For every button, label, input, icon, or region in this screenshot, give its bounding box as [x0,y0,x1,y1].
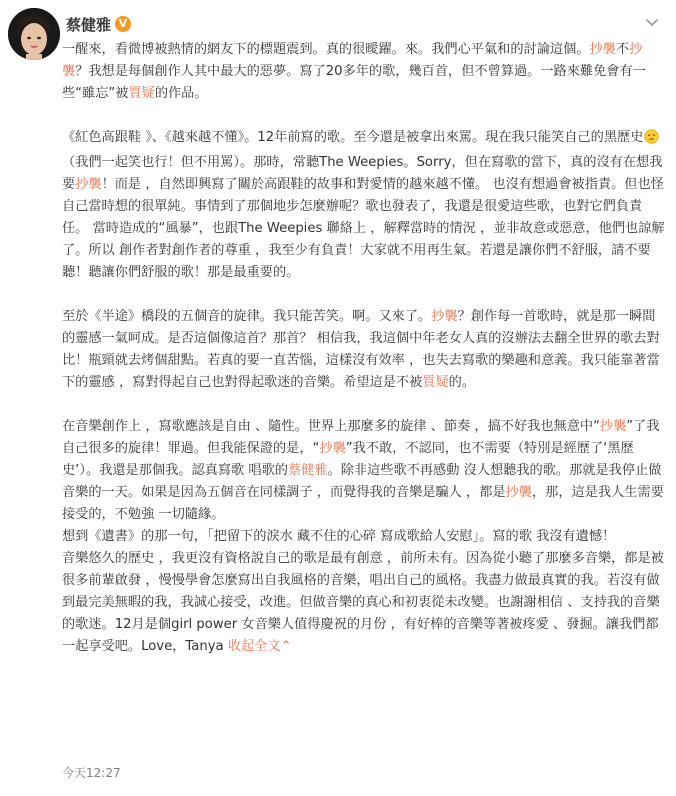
avatar[interactable] [8,8,60,60]
text-segment: 。除非這些歌不再感動 沒人想聽我的歌。那就是我停止做音樂的一天。如果是因為五個音在同樣調子 ，而覺得我的音樂是騙人 ，都是 [62,463,662,500]
paragraph-spacer [62,284,668,306]
text-segment: 的。 [448,375,476,390]
keyword-link[interactable]: 抄襲 [505,485,532,500]
collapse-full-text-link[interactable] [228,639,292,654]
post-paragraph-6 [62,548,668,658]
paragraph-spacer [62,105,668,127]
chevron-down-icon[interactable] [644,14,660,30]
keyword-link[interactable]: 抄襲 [431,309,458,324]
avatar-image [8,8,60,60]
text-segment: 雖忘 [82,86,109,101]
chevron-up-icon: ⌃ [280,639,292,654]
keyword-link[interactable]: 抄襲 [319,441,346,456]
text-segment: ？我想是每個創作人其中最大的惡夢。寫了20多年的歌，幾百首，但不曾算過。一路來難免會有一些“ [62,64,646,101]
text-segment: 至於《半途》橋段的五個音的旋律。我只能苦笑。啊。又來了。 [62,309,432,324]
post-paragraph-5: 想到《遺書》的那一句，「把留下的淚水 藏不住的心碎 寫成歌給人安慰」。寫的歌 我沒有遺憾！ [62,529,616,544]
collapse-label: 收起全文 [227,639,281,654]
keyword-link[interactable]: 抄襲 [599,419,627,434]
user-name[interactable]: 蔡健雅 [66,15,112,34]
post-paragraph-4 [62,416,668,526]
keyword-link[interactable]: 抄襲 [62,42,643,79]
text-segment: ，那，這是我人生需要接受的，不勉強 一切隨緣。 [62,485,664,522]
paragraph-spacer [62,394,668,416]
verified-badge-icon: V [115,16,131,32]
keyword-link[interactable]: 抄襲 [75,177,102,192]
text-segment: 的作品。 [154,86,208,101]
keyword-link[interactable]: 質疑 [128,86,155,101]
post-paragraph-2 [62,127,668,284]
text-segment: 在音樂創作上 ，寫歌應該是自由 、隨性。世界上那麼多的旋律 、節奏 ，搞不好我也無意中“ [62,419,600,434]
post-paragraph-3 [62,306,668,394]
post-timestamp[interactable]: 今天12:27 [62,766,121,780]
text-segment: ”了我自己很多的旋律！罪過。但我能保證的是，“ [62,419,660,456]
text-segment: ？創作每一首歌時，就是那一瞬間的靈感一氣呵成。是否這個像這首？那首？ 相信我，我這個中年老女人真的沒辦法去翻全世界的歌去對比！瓶頸就去烤個甜點。若真的要一直苦惱，這樣沒有效率 ，也失去寫歌的樂趣和意義。我只能靠著當下的靈感 ，寫對得起自己也對得起歌迷的音樂。希望這是不被 [62,309,660,390]
text-segment: ”我不敢，不認同，也不需要（特別是經歷了‘黑歷史’）。我還是那個我。認真寫歌 唱歌的 [62,441,634,478]
user-header [66,12,131,36]
keyword-link[interactable]: 質疑 [422,375,449,390]
text-segment: 音樂悠久的歷史 ，我更沒有資格說自己的歌是最有創意 ，前所未有。因為從小聽了那麼多音樂，都是被很多前輩啟發 ，慢慢學會怎麼寫出自我風格的音樂，唱出自己的風格。我盡力做最真實的我。若沒有做到最完美無暇的我，我誠心接受，改進。但做音樂的真心和初衷從未改變。也謝謝相信 、支持我的音樂的歌迷。12月是個girl power 女音樂人值得慶祝的月份 ，有好棒的音樂等著被疼愛 、發掘。讓我們都一起享受吧。Love，Tanya [62,551,664,654]
text-segment: 《紅色高跟鞋 》、《越來越不懂》。12年前寫的歌。至今還是被拿出來罵。現在我只能笑自己的黑歷史 [62,130,644,145]
text-segment: （我們一起笑也行！但不用罵）。那時，常聽The Weepies。Sorry，但在寫歌的當下，真的沒有在想我要 [62,155,663,192]
text-segment: ”被 [108,86,129,101]
mention-link[interactable]: 蔡健雅 [287,463,328,478]
post-content [62,39,668,658]
keyword-link[interactable]: 抄襲 [589,42,616,57]
text-segment: ！而是 ，自然即興寫了關於高跟鞋的故事和對愛情的越來越不懂。 也沒有想過會被指責。但也怪自己當時想的很單純。事情到了那個地步怎麼辦呢？歌也發表了，我還是很愛這些歌，也對它們負責任。 當時造成的“風暴”，也跟The Weepies 聯絡上 ，解釋當時的情況 ，並非故意或惡意，他們也諒解了。所以 創作者對創作者的尊重 ，我至少有負責！大家就不用再生氣。若還是讓你們不舒服，請不要聽！聽讓你們舒服的歌！那是最重要的。 [62,177,665,280]
text-segment: 一醒來，看微博被熱情的網友下的標題震到。真的很曖躍。來。我們心平氣和的討論這個。 [62,42,590,57]
thinking-emoji-icon [644,129,659,152]
post-paragraph-1 [62,39,668,105]
text-segment: 不 [615,42,630,57]
